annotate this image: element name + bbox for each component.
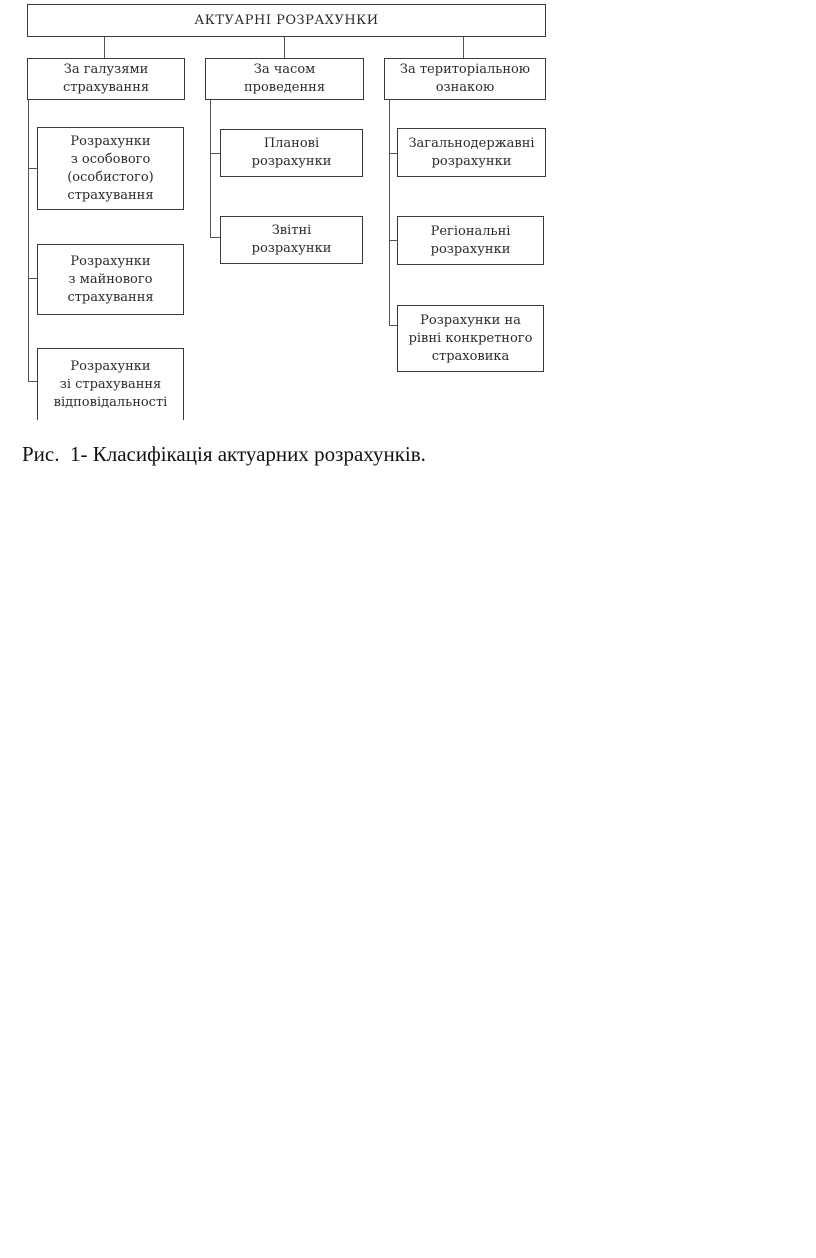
- connector-line: [284, 37, 285, 58]
- child-box-reporting: Звітні розрахунки: [220, 216, 363, 264]
- connector-line: [389, 240, 397, 241]
- connector-line: [210, 153, 220, 154]
- child-box-liability-insurance: Розрахунки зі страхування відповідальності: [37, 348, 184, 420]
- connector-line: [389, 153, 397, 154]
- child-box-personal-insurance: Розрахунки з особового (особистого) страхування: [37, 127, 184, 210]
- category-box-time: За часом проведення: [205, 58, 364, 100]
- connector-line: [104, 37, 105, 58]
- connector-line: [210, 237, 220, 238]
- connector-line: [210, 100, 211, 238]
- category-box-territory: За територіальною ознакою: [384, 58, 546, 100]
- figure-caption: Рис. 1- Класифікація актуарних розрахунків.: [22, 442, 426, 466]
- connector-line: [28, 100, 29, 382]
- root-box: АКТУАРНІ РОЗРАХУНКИ: [27, 4, 546, 37]
- child-box-property-insurance: Розрахунки з майнового страхування: [37, 244, 184, 315]
- connector-line: [28, 168, 37, 169]
- classification-diagram: [0, 0, 560, 420]
- connector-line: [28, 278, 37, 279]
- child-box-insurer-level: Розрахунки на рівні конкретного страховика: [397, 305, 544, 372]
- child-box-national: Загальнодержавні розрахунки: [397, 128, 546, 177]
- connector-line: [389, 325, 397, 326]
- connector-line: [389, 100, 390, 326]
- connector-line: [463, 37, 464, 58]
- child-box-regional: Регіональні розрахунки: [397, 216, 544, 265]
- child-box-planned: Планові розрахунки: [220, 129, 363, 177]
- category-box-industry: За галузями страхування: [27, 58, 185, 100]
- connector-line: [28, 381, 37, 382]
